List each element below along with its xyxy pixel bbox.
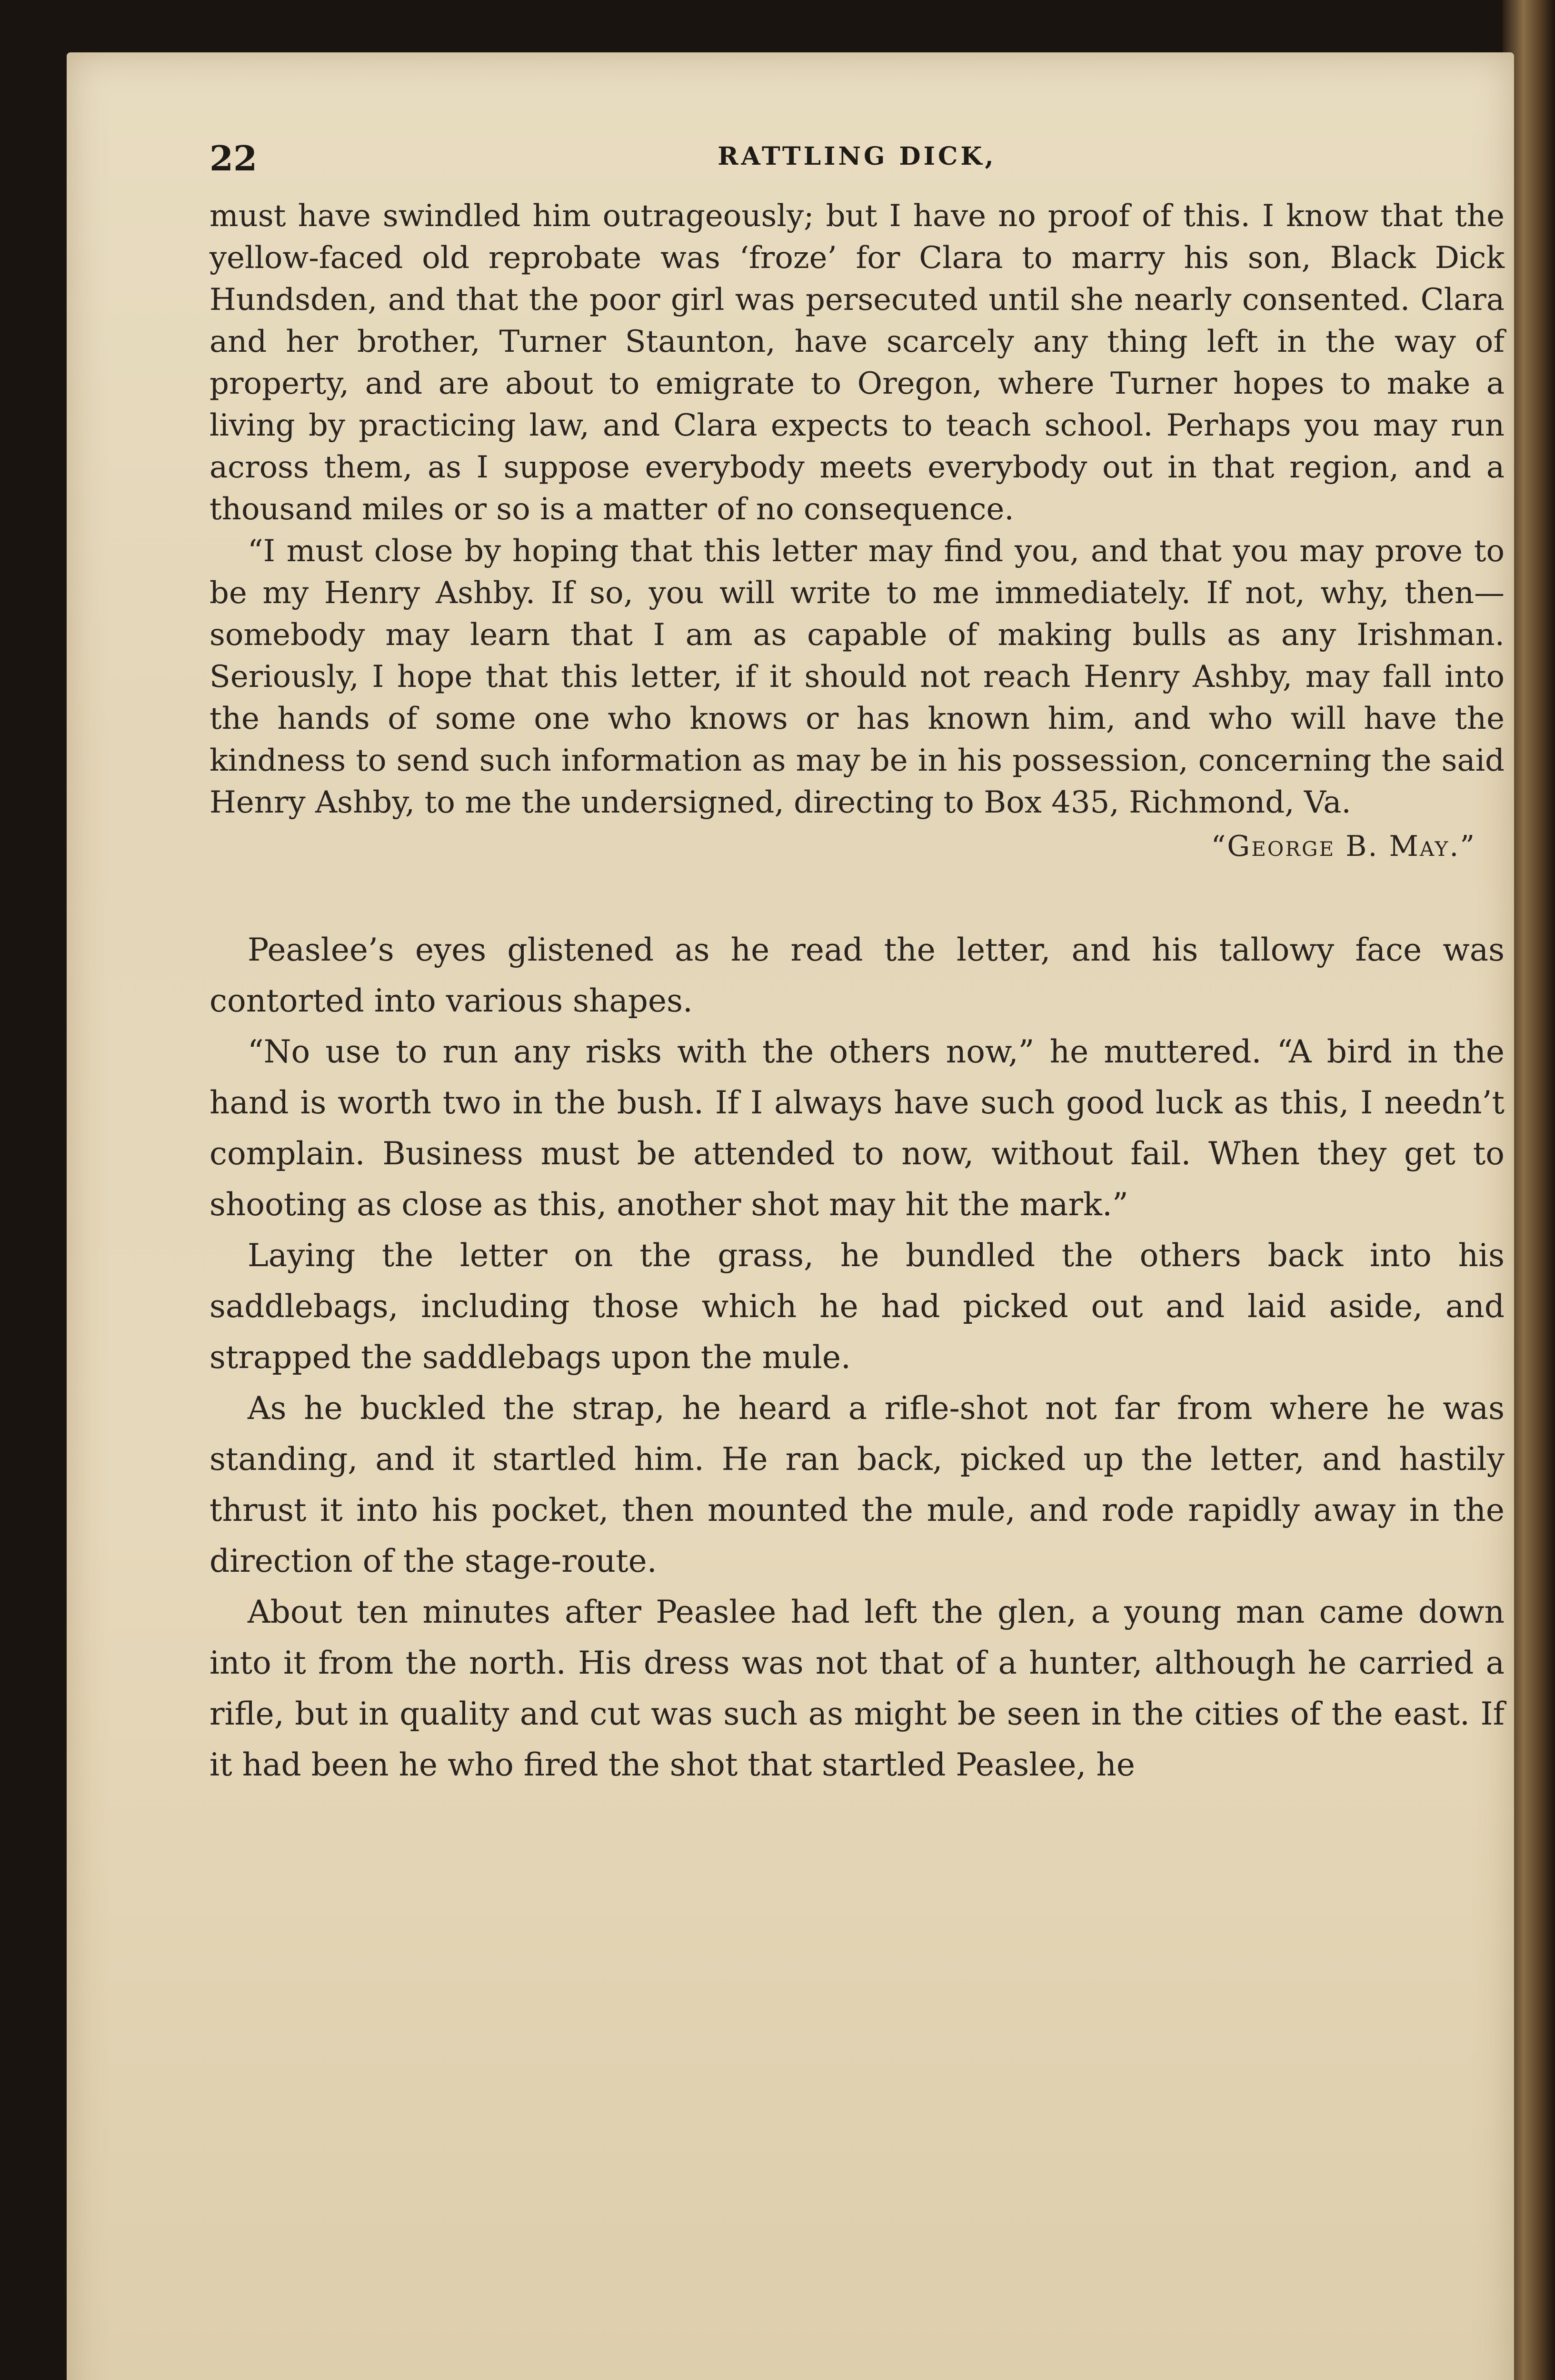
letter-paragraph-2: “I must close by hoping that this letter may find you, and that you may prove to be my Henry Ashby. If so, you will write to me immediately. If not, why, then—somebody may learn that I am as capable of making bulls as any Irishman. Seriously, I hope that this letter, if it should not reach Henry Ashby, may fall into the hands of some one who knows or has known him, and who will have the kindness to send such information as may be in his possession, concerning the said Henry Ashby, to me the undersigned, directing to Box 435, Richmond, Va. bbox=[209, 534, 1505, 820]
narrative-paragraph-4: As he buckled the strap, he heard a rifle-shot not far from where he was standing, and it startled him. He ran back, picked up the letter, and hastily thrust it into his pocket, then mounted the mule, and rode rapidly away in the direction of the stage-route. bbox=[209, 1390, 1505, 1579]
page-content bbox=[209, 138, 1505, 1790]
running-head: RATTLING DICK, bbox=[718, 142, 997, 171]
letter-signature: “George B. May.” bbox=[1211, 830, 1476, 863]
page-header bbox=[209, 138, 1505, 195]
narrative-paragraph-3: Laying the letter on the grass, he bundled the others back into his saddlebags, including those which he had picked out and laid aside, and strapped the saddlebags upon the mule. bbox=[209, 1237, 1505, 1376]
narrative-paragraph-2: “No use to run any risks with the others now,” he muttered. “A bird in the hand is worth two in the bush. If I always have such good luck as this, I needn’t complain. Business must be attended to now, without fail. When they get to shooting as close as this, another shot may hit the mark.” bbox=[209, 1033, 1505, 1223]
narrative-paragraph-5: About ten minutes after Peaslee had left the glen, a young man came down into it from the north. His dress was not that of a hunter, although he carried a rifle, but in quality and cut was such as might be seen in the cities of the east. If it had been he who fired the shot that startled Peaslee, he bbox=[209, 1594, 1505, 1783]
letter-excerpt bbox=[209, 195, 1505, 867]
letter-paragraph-1: must have swindled him outrageously; but I have no proof of this. I know that the yellow-faced old reprobate was ‘froze’ for Clara to marry his son, Black Dick Hundsden, and that the poor girl was persecuted until she nearly consented. Clara and her brother, Turner Staunton, have scarcely any thing left in the way of property, and are about to emigrate to Oregon, where Turner hopes to make a living by practicing law, and Clara expects to teach school. Perhaps you may run across them, as I suppose everybody meets everybody out in that region, and a thousand miles or so is a matter of no consequence. bbox=[209, 198, 1505, 527]
narrative-text bbox=[209, 924, 1505, 1790]
page-number: 22 bbox=[209, 138, 258, 178]
book-page bbox=[67, 52, 1514, 2380]
narrative-paragraph-1: Peaslee’s eyes glistened as he read the letter, and his tallowy face was contorted into various shapes. bbox=[209, 932, 1505, 1019]
